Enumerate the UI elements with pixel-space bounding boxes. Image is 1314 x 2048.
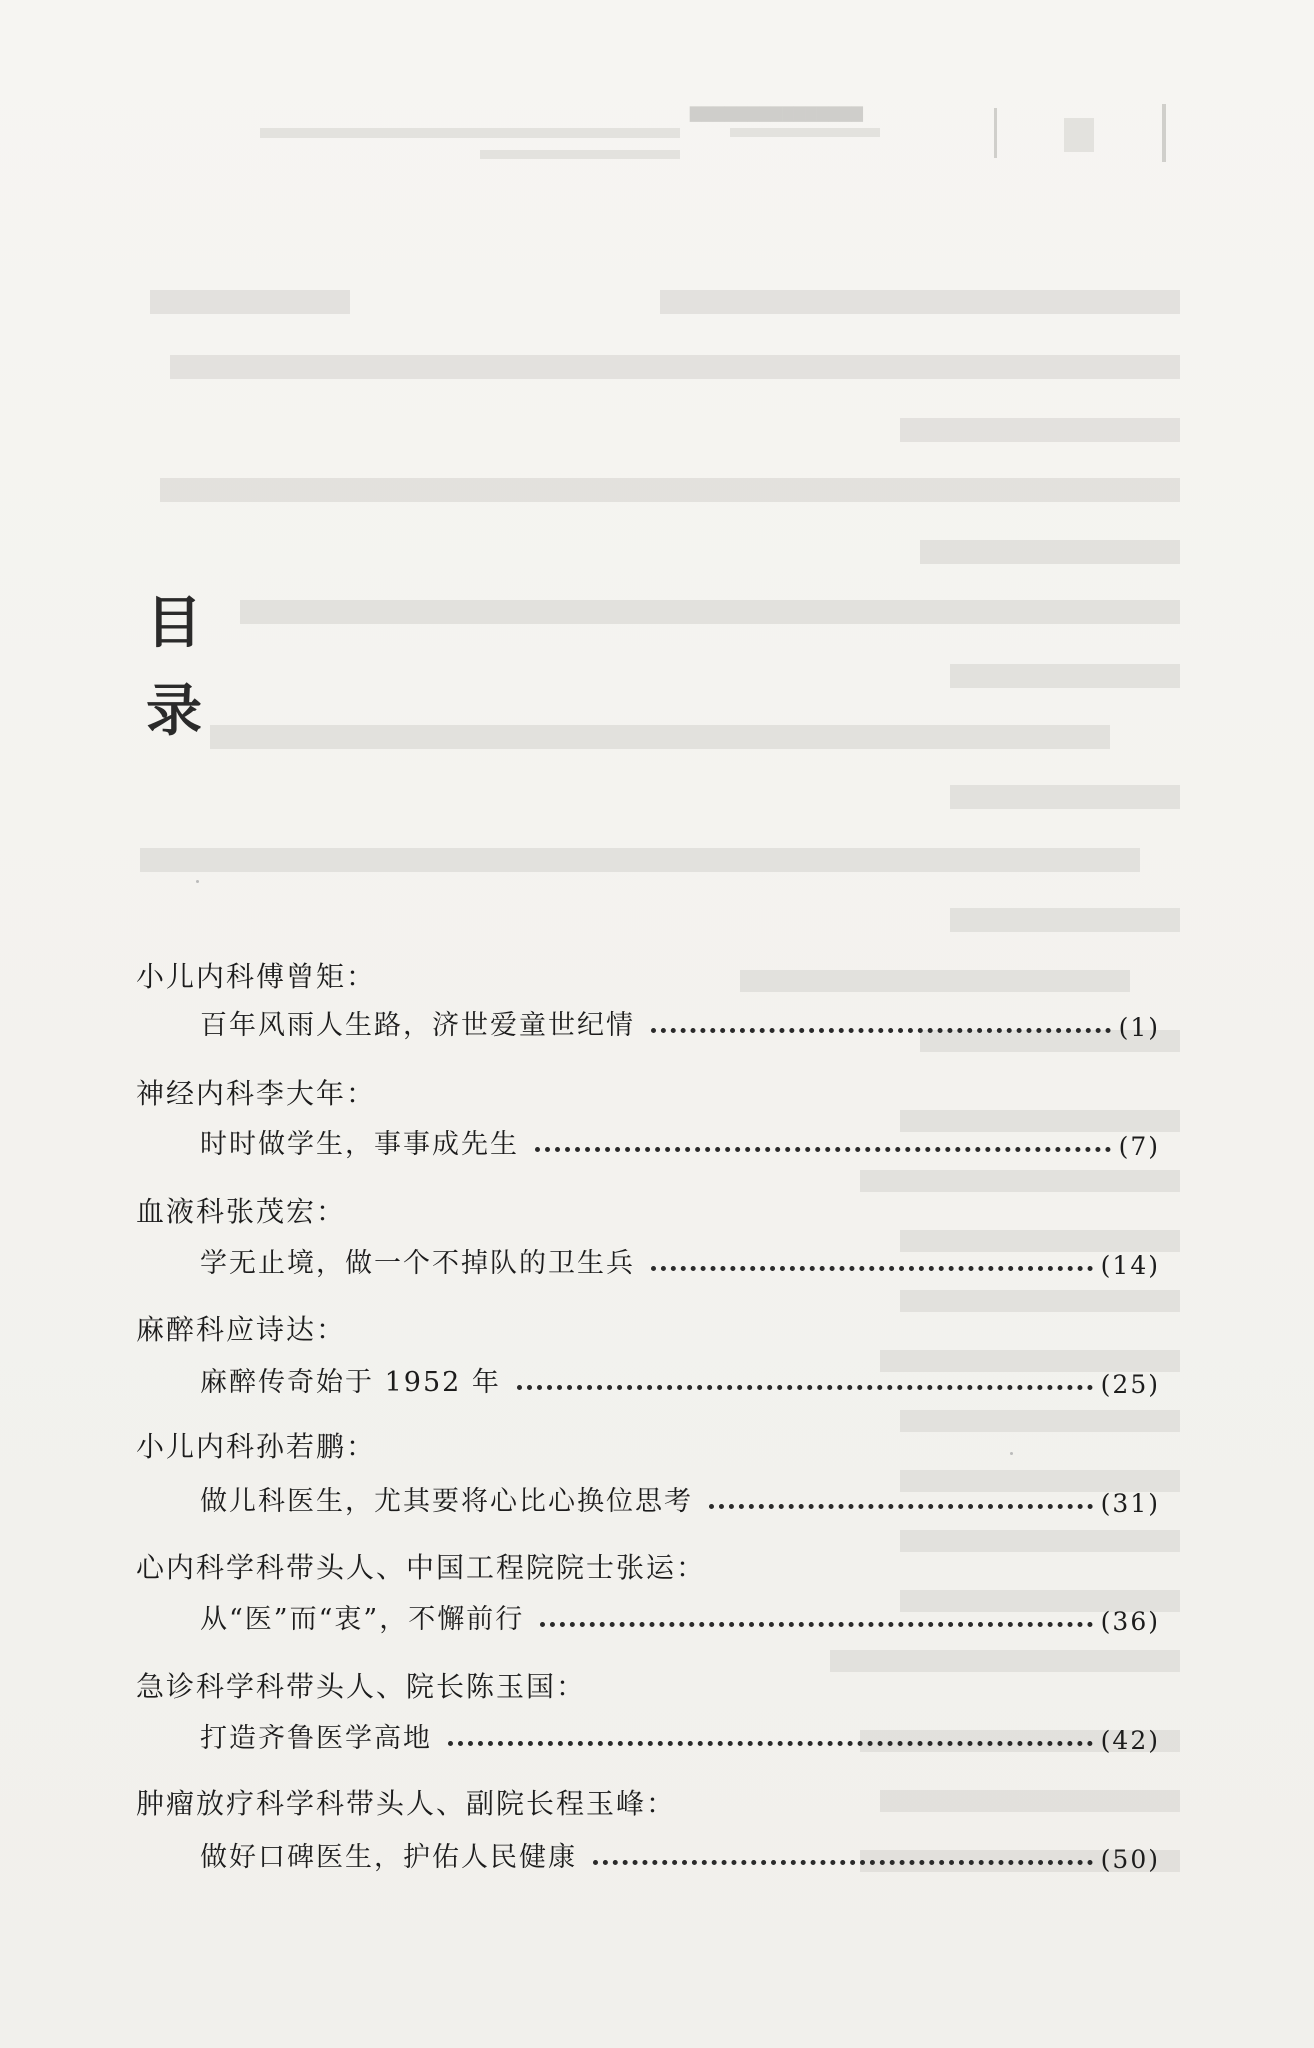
- page-number: (50): [1100, 1845, 1160, 1874]
- toc-entry[interactable]: [200, 1482, 1160, 1518]
- section-heading: 神经内科李大年：: [136, 1077, 377, 1110]
- entry-title: 从“医”而“衷”，不懈前行: [200, 1604, 525, 1635]
- dot-leader: [540, 1622, 1092, 1627]
- section-heading: 麻醉科应诗达：: [136, 1313, 347, 1346]
- show-through-header: ▇▇▇▇▇▇▇▇▇▇▇▇▇▇▇: [690, 104, 864, 122]
- toc-entry[interactable]: [200, 1363, 1160, 1399]
- toc-entry[interactable]: [200, 1006, 1160, 1042]
- page-number: (31): [1100, 1489, 1160, 1518]
- dot-leader: [535, 1147, 1111, 1152]
- toc-entry[interactable]: [200, 1125, 1160, 1161]
- dot-leader: [651, 1266, 1093, 1271]
- section-heading: 血液科张茂宏：: [136, 1195, 347, 1228]
- page-number: (7): [1118, 1132, 1160, 1161]
- section-heading: 急诊科学科带头人、院长陈玉国：: [136, 1670, 587, 1703]
- dot-leader: [709, 1504, 1093, 1509]
- section-heading: 小儿内科孙若鹏：: [136, 1430, 377, 1463]
- entry-title: 麻醉传奇始于 1952 年: [200, 1367, 501, 1398]
- toc-title-char-2: 录: [146, 678, 202, 744]
- dot-leader: [448, 1741, 1093, 1746]
- entry-title: 打造齐鲁医学高地: [200, 1723, 432, 1754]
- entry-title: 百年风雨人生路，济世爱童世纪情: [200, 1010, 635, 1041]
- page-number: (14): [1100, 1251, 1160, 1280]
- page-number: (36): [1100, 1607, 1160, 1636]
- section-heading: 小儿内科傅曾矩：: [136, 960, 377, 993]
- entry-title: 学无止境，做一个不掉队的卫生兵: [200, 1248, 635, 1279]
- toc-title-char-1: 目: [146, 590, 202, 656]
- page-number: (1): [1118, 1013, 1160, 1042]
- section-heading: 心内科学科带头人、中国工程院院士张运：: [136, 1551, 707, 1584]
- entry-title: 时时做学生，事事成先生: [200, 1129, 519, 1160]
- entry-title: 做好口碑医生，护佑人民健康: [200, 1842, 577, 1873]
- toc-entry[interactable]: [200, 1600, 1160, 1636]
- dot-leader: [593, 1860, 1093, 1865]
- dot-leader: [651, 1028, 1111, 1033]
- toc-entry[interactable]: [200, 1719, 1160, 1755]
- section-heading: 肿瘤放疗科学科带头人、副院长程玉峰：: [136, 1787, 677, 1820]
- dot-leader: [517, 1385, 1093, 1390]
- page-number: (25): [1100, 1370, 1160, 1399]
- toc-entry[interactable]: [200, 1244, 1160, 1280]
- entry-title: 做儿科医生，尤其要将心比心换位思考: [200, 1486, 693, 1517]
- page-number: (42): [1100, 1726, 1160, 1755]
- toc-entry[interactable]: [200, 1838, 1160, 1874]
